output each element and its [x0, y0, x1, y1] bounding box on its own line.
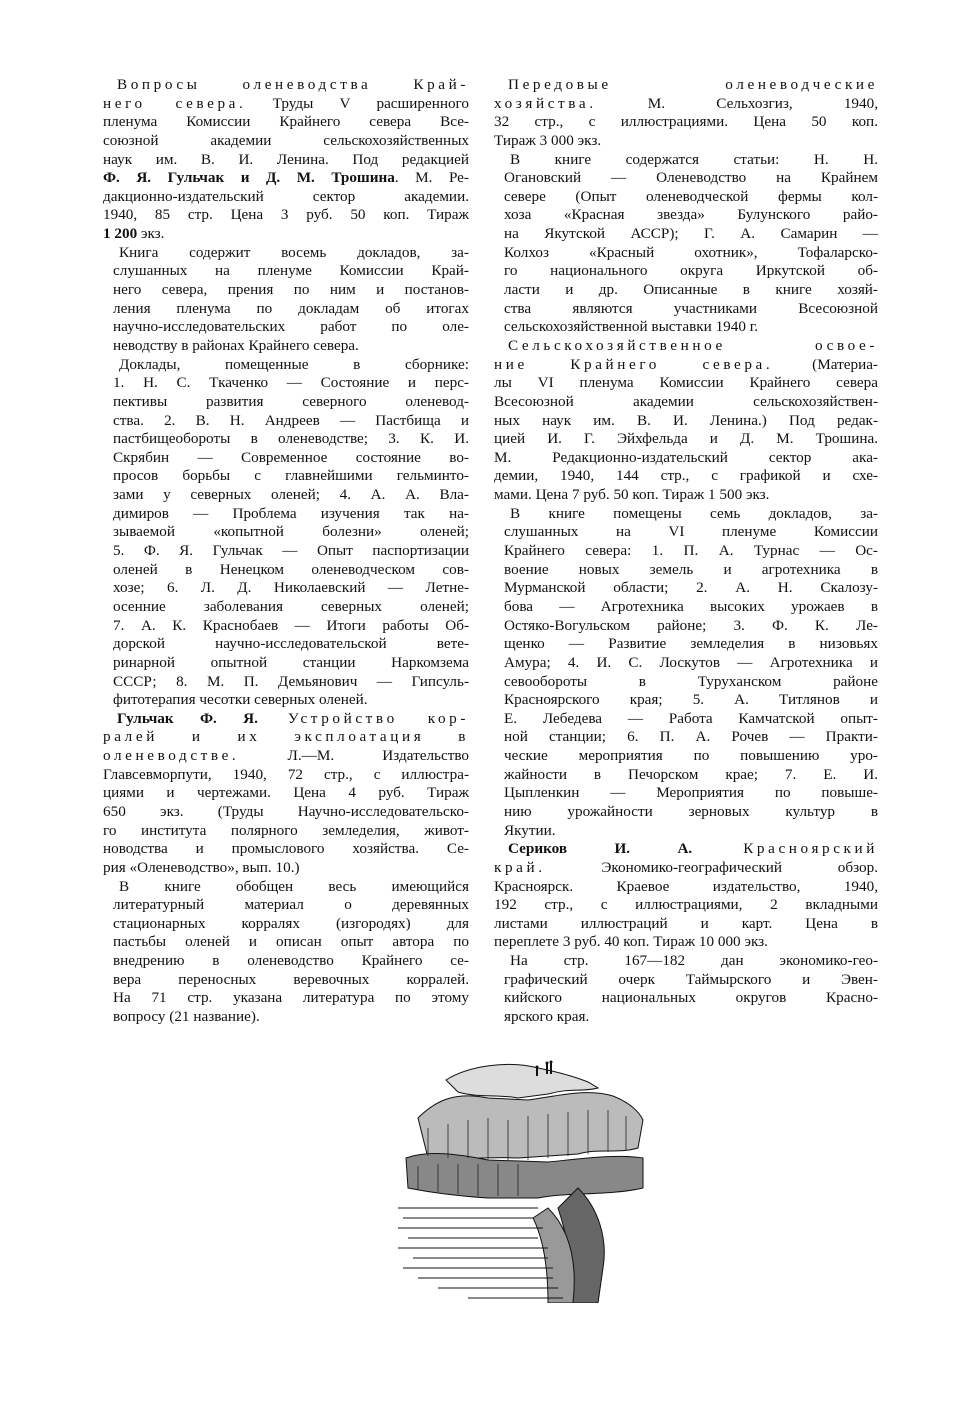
- text-line: [504, 728, 878, 747]
- annotation-paragraph: [494, 952, 878, 1027]
- body-text: Остяко-Вогульском районе; 3. Ф. К. Ле-: [504, 616, 878, 634]
- text-line: [113, 467, 469, 486]
- text-line: [494, 449, 878, 468]
- body-text: кийского национальных округов Красно-: [504, 989, 878, 1007]
- text-line: [494, 486, 878, 505]
- spaced-title-text: Устройство кор-: [257, 709, 469, 727]
- body-text: 650 экз. (Труды Научно-исследовательско-: [103, 802, 469, 820]
- body-text: пленума Комиссии Крайнего севера Все-: [103, 113, 469, 131]
- text-line: [494, 356, 878, 375]
- spaced-title-text: него севера.: [103, 94, 247, 112]
- text-line: [113, 673, 469, 692]
- body-text: хозе; 6. Л. Д. Николаевский — Летне-: [113, 579, 469, 597]
- text-line: [103, 784, 469, 803]
- annotation-paragraph: [494, 505, 878, 841]
- text-line: [113, 337, 469, 356]
- text-line: [113, 971, 469, 990]
- body-text: 32 стр., с иллюстрациями. Цена 50 коп.: [494, 113, 878, 131]
- text-line: [113, 244, 469, 263]
- body-text: 192 стр., с иллюстрациями, 2 вкладными: [494, 896, 878, 914]
- text-line: [113, 262, 469, 281]
- text-line: [504, 952, 878, 971]
- text-line: [113, 486, 469, 505]
- body-text: зами у северных оленей; 4. А. А. Вла-: [113, 486, 469, 504]
- text-line: [504, 206, 878, 225]
- body-text: Доклады, помещенные в сборнике:: [119, 355, 469, 373]
- text-line: [103, 95, 469, 114]
- text-line: [113, 989, 469, 1008]
- text-line: [494, 840, 878, 859]
- text-line: [494, 113, 878, 132]
- spaced-title-text: оленеводстве.: [103, 747, 240, 765]
- author-name: Сериков И. А.: [508, 840, 693, 858]
- bibliography-entry: [103, 76, 469, 244]
- bibliography-entry: [494, 337, 878, 505]
- text-line: [504, 673, 878, 692]
- body-text: 1. Н. С. Ткаченко — Состояние и перс-: [113, 374, 469, 392]
- body-text: демии, 1940, 144 стр., с графикой и схе-: [494, 467, 878, 485]
- body-text: Главсевморпути, 1940, 72 стр., с иллюстра-: [103, 765, 469, 783]
- body-text: экз.: [137, 225, 165, 243]
- text-line: [494, 132, 878, 151]
- body-text: пективы развития северного оленевод-: [113, 392, 469, 410]
- text-line: [113, 691, 469, 710]
- body-text: Амура; 4. И. С. Лоскутов — Агротехника и: [504, 653, 878, 671]
- text-line: [504, 1008, 878, 1027]
- text-line: [494, 374, 878, 393]
- bibliography-entry: [494, 76, 878, 151]
- body-text: циями и чертежами. Цена 4 руб. Тираж: [103, 784, 469, 802]
- body-text: 7. А. К. Краснобаев — Итоги работы Об-: [113, 616, 469, 634]
- text-line: [504, 598, 878, 617]
- body-text: литературный материал о деревянных: [113, 896, 469, 914]
- text-line: [113, 878, 469, 897]
- body-text: На стр. 167—182 дан экономико-гео-: [510, 952, 878, 970]
- text-line: [103, 206, 469, 225]
- body-text: на Якутской АССР); Г. А. Самарин —: [504, 225, 878, 243]
- text-line: [504, 523, 878, 542]
- body-text: научно-исследовательских работ по оле-: [113, 318, 469, 336]
- body-text: ярского края.: [504, 1008, 590, 1026]
- spaced-title-text: Вопросы оленеводства Край-: [117, 76, 469, 93]
- body-text: зываемой «копытной болезни» оленей;: [113, 523, 469, 541]
- body-text: 5. Ф. Я. Гульчак — Опыт паспортизации: [113, 542, 469, 560]
- spaced-title-text: Красноярский: [692, 840, 878, 858]
- body-text: М. Сельхозгиз, 1940,: [596, 94, 878, 112]
- body-text: Книга содержит восемь докладов, за-: [119, 243, 469, 261]
- body-text: го института полярного земледелия, живот-: [103, 821, 469, 839]
- text-line: [504, 691, 878, 710]
- author-name: Ф. Я. Гульчак и Д. М. Трошина: [103, 169, 395, 187]
- body-text: слушанных на VI пленуме Комиссии: [504, 523, 878, 541]
- text-line: [113, 654, 469, 673]
- text-line: [103, 766, 469, 785]
- text-line: [494, 878, 878, 897]
- text-line: [494, 337, 878, 356]
- body-text: оленей в Ненецком оленеводческом сов-: [113, 560, 469, 578]
- body-text: воение новых земель и агротехника в: [504, 560, 878, 578]
- body-text: жайности в Печорском крае; 7. Е. И.: [504, 765, 878, 783]
- author-name: Гульчак Ф. Я.: [117, 709, 258, 727]
- spaced-title-text: Передовые оленеводческие: [508, 76, 878, 93]
- text-line: [494, 933, 878, 952]
- body-text: ной станции; 6. П. А. Рочев — Практи-: [504, 728, 878, 746]
- body-text: димиров — Проблема изучения так на-: [113, 504, 469, 522]
- text-line: [113, 430, 469, 449]
- text-line: [103, 803, 469, 822]
- text-line: [494, 412, 878, 431]
- rocky-shore-illustration: [398, 1058, 648, 1303]
- text-line: [103, 728, 469, 747]
- text-line: [504, 225, 878, 244]
- text-line: [103, 710, 469, 729]
- body-text: сельскохозяйственной выставки 1940 г.: [504, 318, 759, 336]
- body-text: На 71 стр. указана литература по этому: [113, 989, 469, 1007]
- text-line: [494, 393, 878, 412]
- text-line: [504, 505, 878, 524]
- spaced-title-text: ние Крайнего севера.: [494, 355, 774, 373]
- text-line: [504, 281, 878, 300]
- body-text: хоза «Красная звезда» Булунского райо-: [504, 206, 878, 224]
- bibliography-entry: [103, 710, 469, 878]
- body-text: ласти и др. Описанные в книге хозяй-: [504, 281, 878, 299]
- body-text: Е. Лебедева — Работа Камчатской опыт-: [504, 709, 878, 727]
- text-line: [504, 542, 878, 561]
- text-line: [504, 784, 878, 803]
- body-text: графический очерк Таймырского и Эвен-: [504, 970, 878, 988]
- text-line: [103, 747, 469, 766]
- body-text: Красноярск. Краевое издательство, 1940,: [494, 877, 878, 895]
- body-text: переплете 3 руб. 40 коп. Тираж 10 000 экз.: [494, 933, 768, 951]
- body-text: Красноярского края; 5. А. Титлянов и: [504, 691, 878, 709]
- body-text: М. Редакционно-издательский сектор ака-: [494, 448, 878, 466]
- text-line: [113, 933, 469, 952]
- annotation-paragraph: [103, 244, 469, 356]
- body-text: просов борьбы с главнейшими гельминто-: [113, 467, 469, 485]
- body-text: рия «Оленеводство», вып. 10.): [103, 858, 300, 876]
- text-line: [113, 393, 469, 412]
- body-text: лы VI пленума Комиссии Крайнего севера: [494, 374, 878, 392]
- right-column: [494, 76, 878, 1027]
- text-line: [113, 449, 469, 468]
- body-text: В книге обобщен весь имеющийся: [119, 877, 469, 895]
- text-line: [504, 635, 878, 654]
- body-text: Всесоюзной академии сельскохозяйствен-: [494, 392, 878, 410]
- text-line: [494, 859, 878, 878]
- body-text: Колхоз «Красный охотник», Тофаларско-: [504, 243, 878, 261]
- text-line: [103, 169, 469, 188]
- body-text: цией И. Г. Эйхфельда и Д. М. Трошина.: [494, 430, 878, 448]
- body-text: Огановский — Оленеводство на Крайнем: [504, 169, 878, 187]
- body-text: союзной академии сельскохозяйственных: [103, 131, 469, 149]
- annotation-paragraph: [103, 878, 469, 1027]
- text-line: [504, 318, 878, 337]
- text-line: [103, 151, 469, 170]
- body-text: ринарной опытной станции Наркомзема: [113, 653, 469, 671]
- text-line: [113, 579, 469, 598]
- text-line: [113, 542, 469, 561]
- text-line: [504, 300, 878, 319]
- text-line: [504, 989, 878, 1008]
- spaced-title-text: Сельскохозяйственное освое-: [508, 336, 878, 354]
- text-line: [504, 262, 878, 281]
- text-line: [113, 915, 469, 934]
- text-line: [113, 617, 469, 636]
- body-text: В книге содержатся статьи: Н. Н.: [510, 150, 878, 168]
- body-text: вера переносных веревочных корралей.: [113, 970, 469, 988]
- body-text: Экономико-географический обзор.: [545, 858, 878, 876]
- text-line: [494, 430, 878, 449]
- text-line: [113, 356, 469, 375]
- text-line: [103, 225, 469, 244]
- text-line: [504, 654, 878, 673]
- text-line: [113, 412, 469, 431]
- body-text: ческие мероприятия по повышению уро-: [504, 747, 878, 765]
- text-line: [504, 188, 878, 207]
- body-text: (Материа-: [773, 355, 878, 373]
- text-line: [103, 859, 469, 878]
- body-text: ления пленума по докладам об итогах: [113, 299, 469, 317]
- text-line: [113, 505, 469, 524]
- text-line: [504, 169, 878, 188]
- body-text: наук им. В. И. Ленина. Под редакцией: [103, 150, 469, 168]
- text-line: [113, 896, 469, 915]
- body-text: ных наук им. В. И. Ленина.) Под редак-: [494, 411, 878, 429]
- spaced-title-text: край.: [494, 858, 546, 876]
- text-line: [113, 561, 469, 580]
- text-line: [504, 803, 878, 822]
- annotation-paragraph: [494, 151, 878, 337]
- body-text: Л.—М. Издательство: [239, 747, 469, 765]
- text-line: [113, 598, 469, 617]
- body-text: пастбищеобороты в оленеводстве; 3. К. И.: [113, 430, 469, 448]
- body-text: него севера, прения по ним и постанов-: [113, 281, 469, 299]
- body-text: пастьбы оленей и описан опыт автора по: [113, 933, 469, 951]
- text-line: [103, 822, 469, 841]
- annotation-paragraph: [103, 356, 469, 710]
- body-text: нию урожайности зерновых культур в: [504, 802, 878, 820]
- body-text: ства. 2. В. Н. Андреев — Пастбища и: [113, 411, 469, 429]
- text-line: [113, 523, 469, 542]
- text-line: [494, 467, 878, 486]
- spaced-title-text: ралей и их эксплоатация в: [103, 728, 469, 746]
- text-line: [504, 822, 878, 841]
- text-line: [504, 617, 878, 636]
- text-line: [504, 244, 878, 263]
- body-text: бова — Агротехника высоких урожаев в: [504, 597, 878, 615]
- body-text: севообороты в Туруханском районе: [504, 672, 878, 690]
- body-text: листами иллюстраций и карт. Цена в: [494, 914, 878, 932]
- text-line: [504, 710, 878, 729]
- body-text: фитотерапия чесотки северных оленей.: [113, 691, 368, 709]
- body-text: Мурманской области; 2. А. Н. Скалозу-: [504, 579, 878, 597]
- text-line: [103, 113, 469, 132]
- body-text: 1940, 85 стр. Цена 3 руб. 50 коп. Тираж: [103, 206, 469, 224]
- body-text: стационарных корралях (изгородях) для: [113, 914, 469, 932]
- text-line: [113, 1008, 469, 1027]
- text-line: [504, 579, 878, 598]
- spaced-title-text: хозяйства.: [494, 94, 597, 112]
- body-text: мами. Цена 7 руб. 50 коп. Тираж 1 500 экз.: [494, 486, 770, 504]
- text-line: [113, 952, 469, 971]
- body-text: новодства и промыслового хозяйства. Се-: [103, 840, 469, 858]
- text-line: [494, 915, 878, 934]
- body-text: Якутии.: [504, 821, 556, 839]
- text-line: [103, 840, 469, 859]
- body-text: дакционно-издательский сектор академии.: [103, 187, 469, 205]
- text-line: [113, 318, 469, 337]
- body-text: Труды V расширенного: [246, 94, 469, 112]
- text-line: [113, 374, 469, 393]
- body-text: слушанных на пленуме Комиссии Край-: [113, 262, 469, 280]
- text-line: [504, 561, 878, 580]
- body-text: СССР; 8. М. П. Демьянович — Гипсуль-: [113, 672, 469, 690]
- body-text: . М. Ре-: [394, 169, 469, 187]
- body-text: Скрябин — Современное состояние во-: [113, 448, 469, 466]
- body-text: Крайнего севера: 1. П. А. Турнас — Ос-: [504, 542, 878, 560]
- text-line: [113, 300, 469, 319]
- left-column: [103, 76, 469, 1027]
- text-line: [494, 76, 878, 95]
- body-text: севере (Опыт оленеводческой фермы кол-: [504, 187, 878, 205]
- text-line: [103, 132, 469, 151]
- text-line: [113, 281, 469, 300]
- body-text: В книге помещены семь докладов, за-: [510, 504, 878, 522]
- body-text: осенние заболевания северных оленей;: [113, 597, 469, 615]
- body-text: Цыпленкин — Мероприятия по повыше-: [504, 784, 878, 802]
- body-text: дорской научно-исследовательской вете-: [113, 635, 469, 653]
- author-name: 1 200: [103, 225, 138, 243]
- text-line: [504, 151, 878, 170]
- text-line: [103, 76, 469, 95]
- text-line: [103, 188, 469, 207]
- body-text: го национального округа Иркутской об-: [504, 262, 878, 280]
- body-text: щенко — Развитие земледелия в низовьях: [504, 635, 878, 653]
- text-line: [113, 635, 469, 654]
- text-line: [504, 747, 878, 766]
- text-line: [494, 95, 878, 114]
- body-text: Тираж 3 000 экз.: [494, 131, 602, 149]
- bibliography-entry: [494, 840, 878, 952]
- body-text: неводству в районах Крайнего севера.: [113, 336, 359, 354]
- body-text: ства являются участниками Всесоюзной: [504, 299, 878, 317]
- body-text: внедрению в оленеводство Крайнего се-: [113, 952, 469, 970]
- text-line: [504, 766, 878, 785]
- text-line: [504, 971, 878, 990]
- text-line: [494, 896, 878, 915]
- body-text: вопросу (21 название).: [113, 1008, 260, 1026]
